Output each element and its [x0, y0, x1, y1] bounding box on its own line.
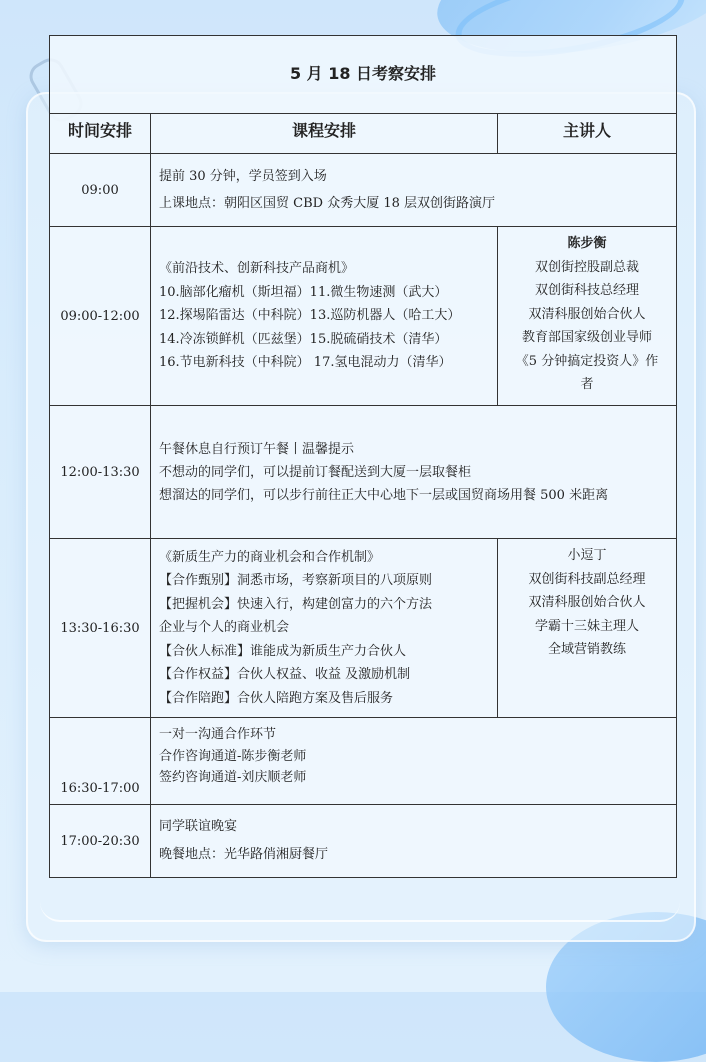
time-cell: 17:00-20:30: [50, 805, 151, 878]
card-bottom-edge: [40, 890, 680, 922]
header-speaker: 主讲人: [498, 114, 677, 154]
table-row: [50, 718, 677, 805]
course-cell: [151, 718, 677, 805]
header-time: 时间安排: [50, 114, 151, 154]
time-cell: 13:30-16:30: [50, 539, 151, 718]
course-cell: [151, 227, 498, 406]
time-cell: 16:30-17:00: [50, 718, 151, 805]
speaker-title: 《5 分钟搞定投资人》作: [515, 353, 659, 369]
table-row: [50, 539, 677, 718]
speaker-cell: [498, 539, 677, 718]
course-line: 《前沿技术、创新科技产品商机》: [159, 261, 355, 277]
title-row: [50, 36, 677, 114]
speaker-title: 双清科服创始合伙人: [528, 306, 646, 322]
speaker-title: 全域营销教练: [548, 642, 627, 657]
table-row: [50, 406, 677, 539]
course-cell: [151, 805, 677, 878]
course-line: 【合作权益】合伙人权益、收益 及激励机制: [159, 667, 411, 683]
time-cell: 09:00: [50, 154, 151, 227]
course-line: 14.冷冻锁鲜机（匹兹堡）15.脱硫硝技术（清华）: [159, 331, 448, 347]
table-row: [50, 227, 677, 406]
time-cell: 09:00-12:00: [50, 227, 151, 406]
table-row: [50, 154, 677, 227]
course-line: 一对一沟通合作环节: [159, 727, 277, 742]
course-line: 【合作陪跑】合伙人陪跑方案及售后服务: [159, 690, 394, 706]
course-line: 【把握机会】快速入行，构建创富力的六个方法: [159, 596, 433, 612]
table-row: [50, 805, 677, 878]
speaker-cell: [498, 227, 677, 406]
course-cell: [151, 406, 677, 539]
course-line: 签约咨询通道-刘庆顺老师: [159, 770, 307, 785]
course-line: 合作咨询通道-陈步衡老师: [159, 748, 307, 764]
course-line: 午餐休息自行预订午餐丨温馨提示: [159, 441, 355, 457]
time-cell: 12:00-13:30: [50, 406, 151, 539]
course-line: 企业与个人的商业机会: [159, 620, 290, 636]
speaker-title: 双创街科技总经理: [535, 283, 640, 298]
course-line: 同学联谊晚宴: [159, 819, 238, 834]
course-line: 12.探埸陷雷达（中科院）13.巡防机器人（哈工大）: [159, 308, 461, 324]
course-cell: [151, 539, 498, 718]
course-line: 上课地点：朝阳区国贸 CBD 众秀大厦 18 层双创街路演厅: [159, 196, 495, 211]
course-line: 晚餐地点：光华路俏湘厨餐厅: [159, 847, 329, 862]
speaker-title: 学霸十三妹主理人: [535, 618, 640, 634]
course-line: 10.脑部化瘤机（斯坦福）11.微生物速测（武大）: [159, 284, 448, 300]
speaker-title: 双创街控股副总裁: [535, 259, 640, 275]
course-line: 不想动的同学们，可以提前订餐配送到大厦一层取餐柜: [159, 464, 472, 480]
speaker-title: 双清科服创始合伙人: [528, 595, 646, 610]
speaker-title: 双创街科技副总经理: [528, 571, 646, 587]
course-line: 《新质生产力的商业机会和合作机制》: [159, 549, 381, 565]
course-line: 16.节电新科技（中科院） 17.氢电混动力（清华）: [159, 355, 452, 371]
course-line: 【合作甄别】洞悉市场，考察新项目的八项原则: [159, 573, 433, 589]
schedule-table: [49, 35, 677, 878]
course-line: 提前 30 分钟，学员签到入场: [159, 169, 327, 184]
page-title: 5 月 18 日考察安排: [50, 36, 677, 114]
course-line: 【合伙人标准】谁能成为新质生产力合伙人: [159, 643, 407, 659]
header-row: [50, 114, 677, 154]
speaker-title: 者: [580, 377, 594, 392]
speaker-name: 小逗丁: [567, 548, 607, 563]
course-line: 想溜达的同学们，可以步行前往正大中心地下一层或国贸商场用餐 500 米距离: [159, 487, 609, 503]
speaker-name: 陈步衡: [567, 236, 607, 251]
course-cell: [151, 154, 677, 227]
header-course: 课程安排: [151, 114, 498, 154]
speaker-title: 教育部国家级创业导师: [522, 330, 653, 345]
